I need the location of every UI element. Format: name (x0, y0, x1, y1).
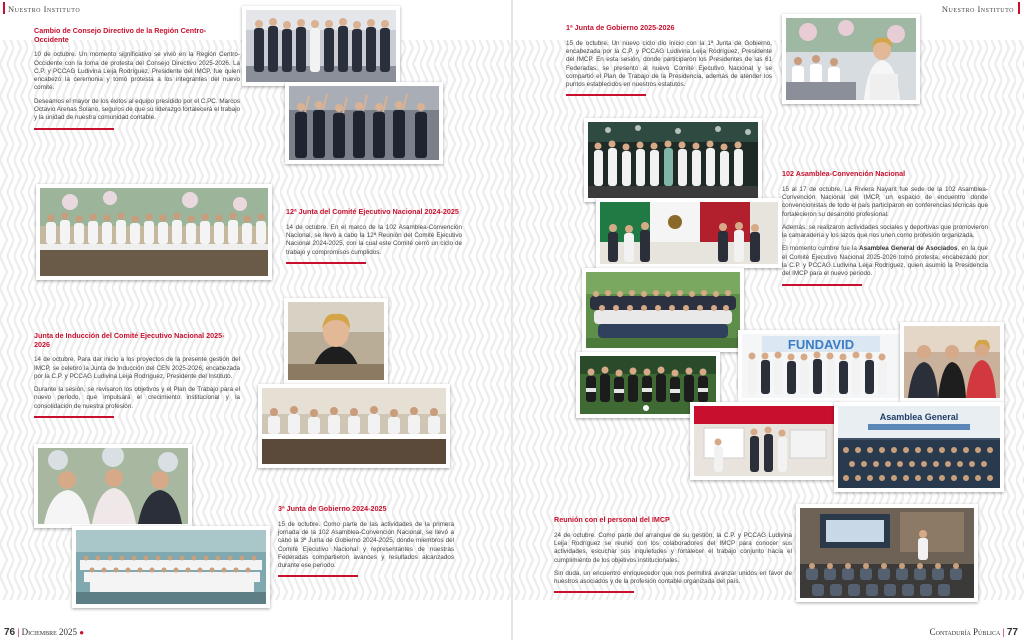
folio-separator: | (17, 627, 20, 637)
article-paragraph: 15 al 17 de octubre. La Riviera Nayarit fue sede de la 102 Asamblea-Convención Nacional del IMCP, un espacio de encuentro donde convencionistas de todo el país participaron en conferencias técnicas que fortalecieron su desarrollo profesional. (782, 185, 988, 218)
accent-rule (566, 94, 646, 96)
photo-fundavid (738, 330, 904, 402)
accent-rule (554, 591, 634, 593)
paragraph-text: El momento cumbre fue la (782, 245, 860, 253)
right-page (512, 0, 1024, 640)
asamblea-screen-text: Asamblea General (879, 412, 959, 422)
running-head-bar (1018, 2, 1020, 14)
fundavid-sign: FUNDAVID (787, 337, 855, 352)
photo-consejo-oath (285, 82, 443, 164)
bold-term: Asamblea General de Asociados (859, 245, 958, 253)
photo-exhibition-stand (690, 402, 840, 480)
article-paragraph: 15 de octubre. Como parte de las actividades de la primera jornada de la 102 Asamblea-Convención Nacional, se llevó a cabo la 3ª Junta de Gobierno 2024-2025, donde miembros del Comité Ejecutivo Nacional y representantes de nuestras Federadas compartieron avances y resultados alcanzados durante ese periodo. (278, 520, 454, 570)
accent-rule (34, 416, 114, 418)
page-number-right: 77 (1006, 627, 1018, 638)
photo-three-people (900, 322, 1004, 402)
folio-separator: | (1002, 627, 1005, 637)
article-title: 102 Asamblea-Convención Nacional (782, 169, 906, 178)
paragraph-text: , en la que el Comité Ejecutivo Nacional 2025-2026 tomó protesta, encabezado por la C.P. y PCCAG Ludivina Leija Rodríguez, quien asumió la Presidencia del IMCP para el nuevo periodo. (782, 245, 988, 278)
accent-rule (34, 128, 114, 130)
photo-asamblea-general (834, 402, 1004, 492)
folio-right (930, 627, 1018, 638)
photo-sports-group (582, 268, 744, 352)
photo-junta-gobierno-3-group (72, 526, 270, 608)
running-head-left: Nuestro Instituto (8, 4, 81, 14)
article-junta-cen-12 (286, 208, 462, 264)
article-paragraph: 14 de octubre. En el marco de la 102 Asamblea-Convención Nacional, se llevó a cabo la 12ª Reunión del Comité Ejecutivo Nacional 2024-2025, con la cual este Comité cerró un ciclo de trabajo y compromisos cumplidos. (286, 223, 462, 256)
article-title: Reunión con el personal del IMCP (554, 515, 670, 524)
article-title: Cambio de Consejo Directivo de la Región Centro-Occidente (34, 26, 207, 44)
folio-dot: ● (79, 628, 85, 637)
publication-name: Contaduría Pública (929, 627, 1001, 637)
article-paragraph (782, 245, 988, 278)
article-title: 12ª Junta del Comité Ejecutivo Nacional 2024-2025 (286, 207, 459, 216)
article-paragraph: 15 de octubre. Un nuevo ciclo dio inicio con la 1ª Junta de Gobierno, encabezada por la C.P. y PCCAG Ludivina Leija Rodríguez, Presidente del IMCP. En esta sesión, donde participaron los Presidentes de las 61 Federadas, se presentó al nuevo Comité Ejecutivo Nacional y se compartió el Plan de Trabajo de la Presidencia, además de atender los puntos establecidos en nuestros estatutos. (566, 39, 772, 89)
article-consejo-directivo (34, 27, 240, 130)
article-title: 1ª Junta de Gobierno 2025-2026 (566, 23, 675, 32)
photo-asamblea-stage (584, 118, 762, 202)
article-junta-gobierno-3 (278, 505, 454, 577)
photo-presidenta-portrait (284, 298, 388, 384)
article-paragraph: 24 de octubre. Como parte del arranque de su gestión, la C.P. y PCCAG Ludivina Leija Rodríguez se reunió con los colaboradores del IMCP para conocer sus actividades, escuchar sus inquietudes y fortalecer el trabajo conjunto hacia el cumplimiento de los objetivos institucionales. (554, 531, 792, 564)
issue-date: Diciembre 2025 (21, 627, 78, 637)
running-head-bar (3, 2, 5, 14)
article-asamblea-102 (782, 170, 988, 286)
accent-rule (782, 284, 862, 286)
article-reunion-personal (554, 516, 792, 593)
article-paragraph: Deseamos el mayor de los éxitos al equipo presidido por el C.PC. Marcos Octavio Arenas Solano, seguros de que su liderazgo fortalecerá el trabajo y la unidad de nuestra comunidad contable. (34, 97, 240, 122)
photo-presidenta-podium (782, 14, 920, 104)
photo-asamblea-flag (596, 198, 782, 268)
accent-rule (286, 262, 366, 264)
photo-consejo-group (242, 6, 400, 86)
article-title: 3ª Junta de Gobierno 2024-2025 (278, 504, 387, 513)
page-number-left: 76 (4, 627, 16, 638)
article-paragraph: Durante la sesión, se revisaron los objetivos y el Plan de Trabajo para el nuevo periodo, que impulsará el crecimiento institucional y la consolidación de nuestra profesión. (34, 386, 240, 410)
photo-staff-meeting (796, 504, 978, 602)
photo-induccion-trio (34, 444, 192, 528)
accent-rule (278, 575, 358, 577)
photo-induccion-meeting (258, 384, 450, 468)
running-head-right: Nuestro Instituto (941, 4, 1014, 14)
article-induccion (34, 332, 240, 418)
article-junta-gobierno-1 (566, 24, 772, 96)
article-paragraph: Además, se realizaron actividades sociales y deportivas que promovieron la camaradería y los lazos que nos unen como profesión organizada. (782, 223, 988, 240)
article-paragraph: Sin duda, un encuentro enriquecedor que nos permitirá avanzar unidos en favor de nuestros asociados y de la profesión contable organizada del país. (554, 569, 792, 586)
article-paragraph: 10 de octubre. Un momento significativo se vivió en la Región Centro-Occidente con la toma de protesta del Consejo Directivo 2025-2026. La C.P. y PCCAG Ludivina Leija Rodríguez, Presidente del IMCP, fue quien encabezó la ceremonia y tomó protesta a los integrantes del nuevo comité. (34, 51, 240, 92)
article-title: Junta de Inducción del Comité Ejecutivo Nacional 2025-2026 (34, 331, 225, 349)
folio-left (4, 627, 84, 638)
article-paragraph: 14 de octubre. Para dar inicio a los proyectos de la presente gestión del IMCP, se celebró la Junta de Inducción del CEN 2025-2026, encabezada por la C.P. y PCCAG Ludivina Leija Rodríguez, Presidente del Instituto. (34, 356, 240, 380)
photo-cen12-meeting (36, 184, 272, 280)
